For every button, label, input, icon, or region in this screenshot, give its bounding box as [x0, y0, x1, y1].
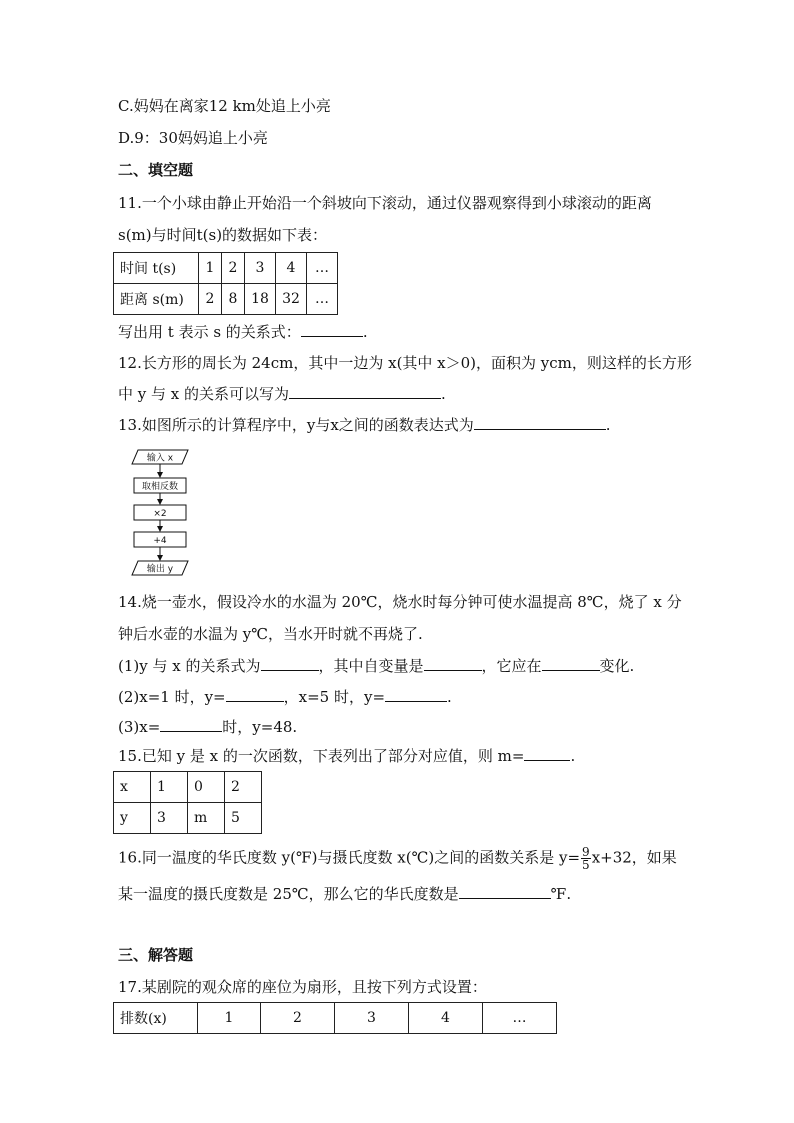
flow-negate-node — [134, 478, 186, 493]
table-row — [114, 284, 338, 315]
q15-answer-blank[interactable] — [524, 746, 570, 761]
table-cell: 1 — [198, 1003, 261, 1034]
q14-p1-b: ，其中自变量是 — [318, 657, 424, 675]
q11-answer-blank[interactable] — [301, 322, 363, 337]
q11-answer-line — [118, 322, 368, 342]
table-cell: m — [188, 803, 225, 834]
table-cell: x — [114, 772, 151, 803]
table-cell: 2 — [199, 284, 222, 315]
q13-flowchart — [128, 448, 192, 582]
q17-text: 17.某剧院的观众席的座位为扇形，且按下列方式设置： — [118, 978, 487, 996]
q14-p3-b: 时，y=48. — [222, 718, 298, 736]
flow-add-label: +4 — [153, 536, 167, 546]
q16-line2-suffix: ℉. — [550, 885, 572, 903]
q14-p2-a: (2)x=1 时，y= — [118, 688, 226, 706]
flow-multiply-label: ×2 — [153, 509, 167, 519]
q13-suffix: . — [605, 416, 611, 434]
table-cell: … — [307, 284, 338, 315]
q15-prefix: 15.已知 y 是 x 的一次函数，下表列出了部分对应值，则 m= — [118, 747, 525, 765]
q11-answer-suffix: . — [362, 323, 368, 341]
table-cell: 3 — [335, 1003, 409, 1034]
table-row — [114, 803, 262, 834]
q14-part2 — [118, 687, 452, 707]
q14-p1-c: ，它应在 — [481, 657, 542, 675]
q11-data-table — [113, 252, 338, 315]
table-cell: 3 — [245, 253, 276, 284]
table-cell: 18 — [245, 284, 276, 315]
q12-answer-blank[interactable] — [289, 384, 441, 399]
table-cell: 2 — [225, 772, 262, 803]
table-cell: 排数(x) — [114, 1003, 198, 1034]
q14-p3-a: (3)x= — [118, 718, 161, 736]
q14-text-line2: 钟后水壶的水温为 y℃，当水开时就不再烧了. — [118, 625, 423, 643]
table-row — [114, 1003, 557, 1034]
flow-negate-label: 取相反数 — [141, 482, 179, 492]
q16-fraction — [581, 846, 591, 871]
table-cell: 5 — [225, 803, 262, 834]
q17-data-table — [113, 1002, 557, 1034]
flow-multiply-node — [134, 505, 186, 520]
q16-answer-blank[interactable] — [459, 884, 551, 899]
q14-p2-b: ，x=5 时，y= — [283, 688, 386, 706]
q13-answer-blank[interactable] — [474, 415, 606, 430]
q14-p2-blank-1[interactable] — [226, 687, 284, 702]
q13-prefix: 13.如图所示的计算程序中，y与x之间的函数表达式为 — [118, 416, 474, 434]
table-cell: … — [483, 1003, 557, 1034]
q14-p1-a: (1)y 与 x 的关系式为 — [118, 657, 261, 675]
q13-text — [118, 415, 611, 435]
q12-text-line2 — [118, 384, 446, 404]
table-cell: y — [114, 803, 151, 834]
q16-line2-prefix: 某一温度的摄氏度数是 25℃，那么它的华氏度数是 — [118, 885, 459, 903]
table-cell: 1 — [151, 772, 188, 803]
q15-text — [118, 746, 575, 766]
table-cell: 4 — [409, 1003, 483, 1034]
q15-suffix: . — [570, 747, 576, 765]
q12-line2-suffix: . — [441, 385, 446, 403]
table-cell: 2 — [261, 1003, 335, 1034]
flow-add-node — [134, 532, 186, 547]
table-row — [114, 772, 262, 803]
table-row — [114, 253, 338, 284]
table-cell: 距离 s(m) — [114, 284, 199, 315]
q16-line1-prefix: 16.同一温度的华氏度数 y(℉)与摄氏度数 x(℃)之间的函数关系是 y= — [118, 848, 581, 867]
table-cell: 1 — [199, 253, 222, 284]
q14-p2-c: . — [447, 688, 452, 706]
q14-text-line1: 14.烧一壶水，假设冷水的水温为 20℃，烧水时每分钟可使水温提高 8℃，烧了 x 分 — [118, 593, 682, 611]
table-cell: 4 — [276, 253, 307, 284]
q16-fraction-numerator: 9 — [582, 845, 590, 859]
table-cell: 时间 t(s) — [114, 253, 199, 284]
q12-text-line1: 12.长方形的周长为 24cm，其中一边为 x(其中 x＞0)，面积为 ycm，则这样的长方形 — [118, 354, 692, 372]
q16-text-line1 — [118, 846, 677, 871]
q16-line1-suffix: x+32，如果 — [591, 848, 677, 867]
table-cell: 0 — [188, 772, 225, 803]
q14-part1 — [118, 656, 634, 676]
flow-input-label: 输入 x — [146, 453, 174, 464]
q16-fraction-denominator: 5 — [582, 858, 590, 872]
section-fill-blank-title: 二、填空题 — [118, 161, 194, 179]
q14-p3-blank[interactable] — [160, 717, 222, 732]
option-d: D.9：30妈妈追上小亮 — [118, 129, 268, 147]
table-cell: 32 — [276, 284, 307, 315]
q11-text-line1: 11.一个小球由静止开始沿一个斜坡向下滚动，通过仪器观察得到小球滚动的距离 — [118, 194, 652, 212]
table-cell: 3 — [151, 803, 188, 834]
q11-answer-prefix: 写出用 t 表示 s 的关系式： — [118, 323, 301, 341]
q11-text-line2: s(m)与时间t(s)的数据如下表： — [118, 226, 328, 244]
table-cell: 8 — [222, 284, 245, 315]
q15-data-table — [113, 771, 262, 834]
q12-line2-prefix: 中 y 与 x 的关系可以写为 — [118, 385, 290, 403]
q14-p1-blank-2[interactable] — [424, 656, 482, 671]
section-answer-title: 三、解答题 — [118, 946, 194, 964]
q14-part3 — [118, 717, 297, 737]
option-c: C.妈妈在离家12 km处追上小亮 — [118, 97, 331, 115]
q14-p2-blank-2[interactable] — [385, 687, 447, 702]
flow-output-label: 输出 y — [146, 564, 174, 575]
q16-text-line2 — [118, 884, 571, 904]
flow-input-node — [132, 450, 188, 464]
q14-p1-d: 变化. — [599, 657, 635, 675]
table-cell: … — [307, 253, 338, 284]
flow-output-node — [132, 561, 188, 575]
table-cell: 2 — [222, 253, 245, 284]
q14-p1-blank-3[interactable] — [542, 656, 600, 671]
q14-p1-blank-1[interactable] — [261, 656, 319, 671]
